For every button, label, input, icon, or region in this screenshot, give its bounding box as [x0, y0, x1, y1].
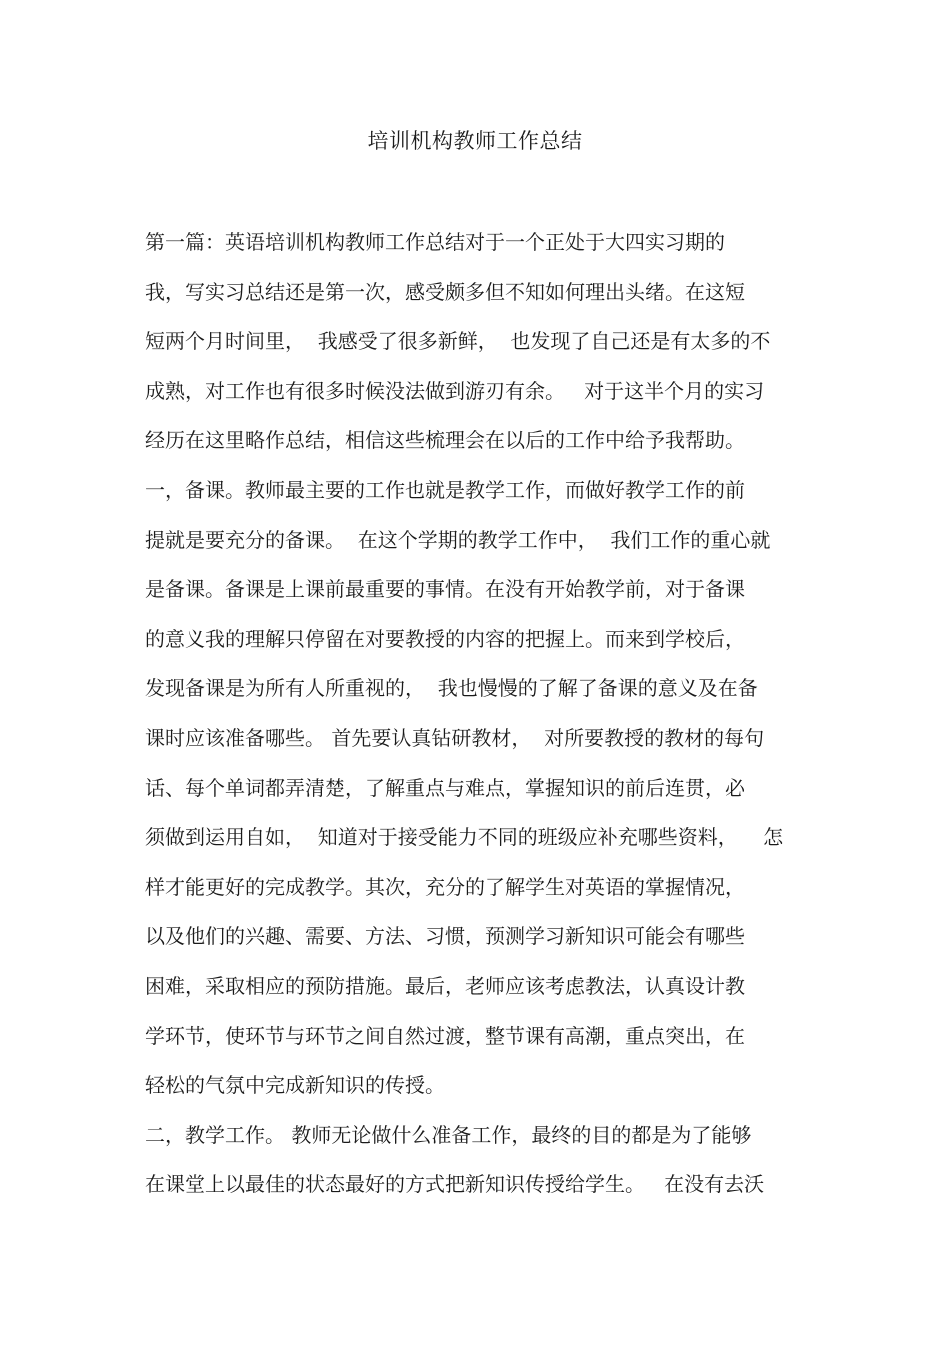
body-line: 二，教学工作。 教师无论做什么准备工作，最终的目的都是为了能够 [145, 1122, 752, 1147]
document-title: 培训机构教师工作总结 [367, 129, 583, 153]
body-line: 发现备课是为所有人所重视的， 我也慢慢的了解了备课的意义及在备 [145, 676, 758, 701]
body-line: 提就是要充分的备课。 在这个学期的教学工作中， 我们工作的重心就 [145, 527, 771, 552]
body-line: 成熟，对工作也有很多时候没法做到游刃有余。 对于这半个月的实习 [145, 378, 765, 403]
body-line: 须做到运用自如， 知道对于接受能力不同的班级应补充哪些资料， 怎 [145, 825, 784, 850]
body-line: 一，备课。教师最主要的工作也就是教学工作，而做好教学工作的前 [145, 477, 745, 502]
body-line: 的意义我的理解只停留在对要教授的内容的把握上。而来到学校后， [145, 626, 745, 651]
document-body [145, 225, 815, 1217]
body-line: 轻松的气氛中完成新知识的传授。 [145, 1073, 445, 1098]
body-line: 是备课。备课是上课前最重要的事情。在没有开始教学前，对于备课 [145, 577, 745, 602]
body-line: 第一篇：英语培训机构教师工作总结对于一个正处于大四实习期的 [145, 230, 725, 254]
body-line: 经历在这里略作总结，相信这些梳理会在以后的工作中给予我帮助。 [145, 428, 745, 453]
body-line: 困难，采取相应的预防措施。最后，老师应该考虑教法，认真设计教 [145, 973, 745, 998]
body-line: 话、每个单词都弄清楚，了解重点与难点，掌握知识的前后连贯，必 [145, 775, 745, 800]
body-line: 短两个月时间里， 我感受了很多新鲜， 也发现了自己还是有太多的不 [145, 329, 771, 354]
body-line: 学环节，使环节与环节之间自然过渡，整节课有高潮，重点突出，在 [145, 1023, 745, 1048]
body-line: 课时应该准备哪些。 首先要认真钻研教材， 对所要教授的教材的每句 [145, 725, 765, 750]
body-line: 在课堂上以最佳的状态最好的方式把新知识传授给学生。 在没有去沃 [145, 1172, 765, 1197]
body-line: 样才能更好的完成教学。其次，充分的了解学生对英语的掌握情况， [145, 874, 745, 899]
body-line: 以及他们的兴趣、需要、方法、习惯，预测学习新知识可能会有哪些 [145, 924, 745, 949]
body-line: 我，写实习总结还是第一次，感受颇多但不知如何理出头绪。在这短 [145, 279, 745, 304]
